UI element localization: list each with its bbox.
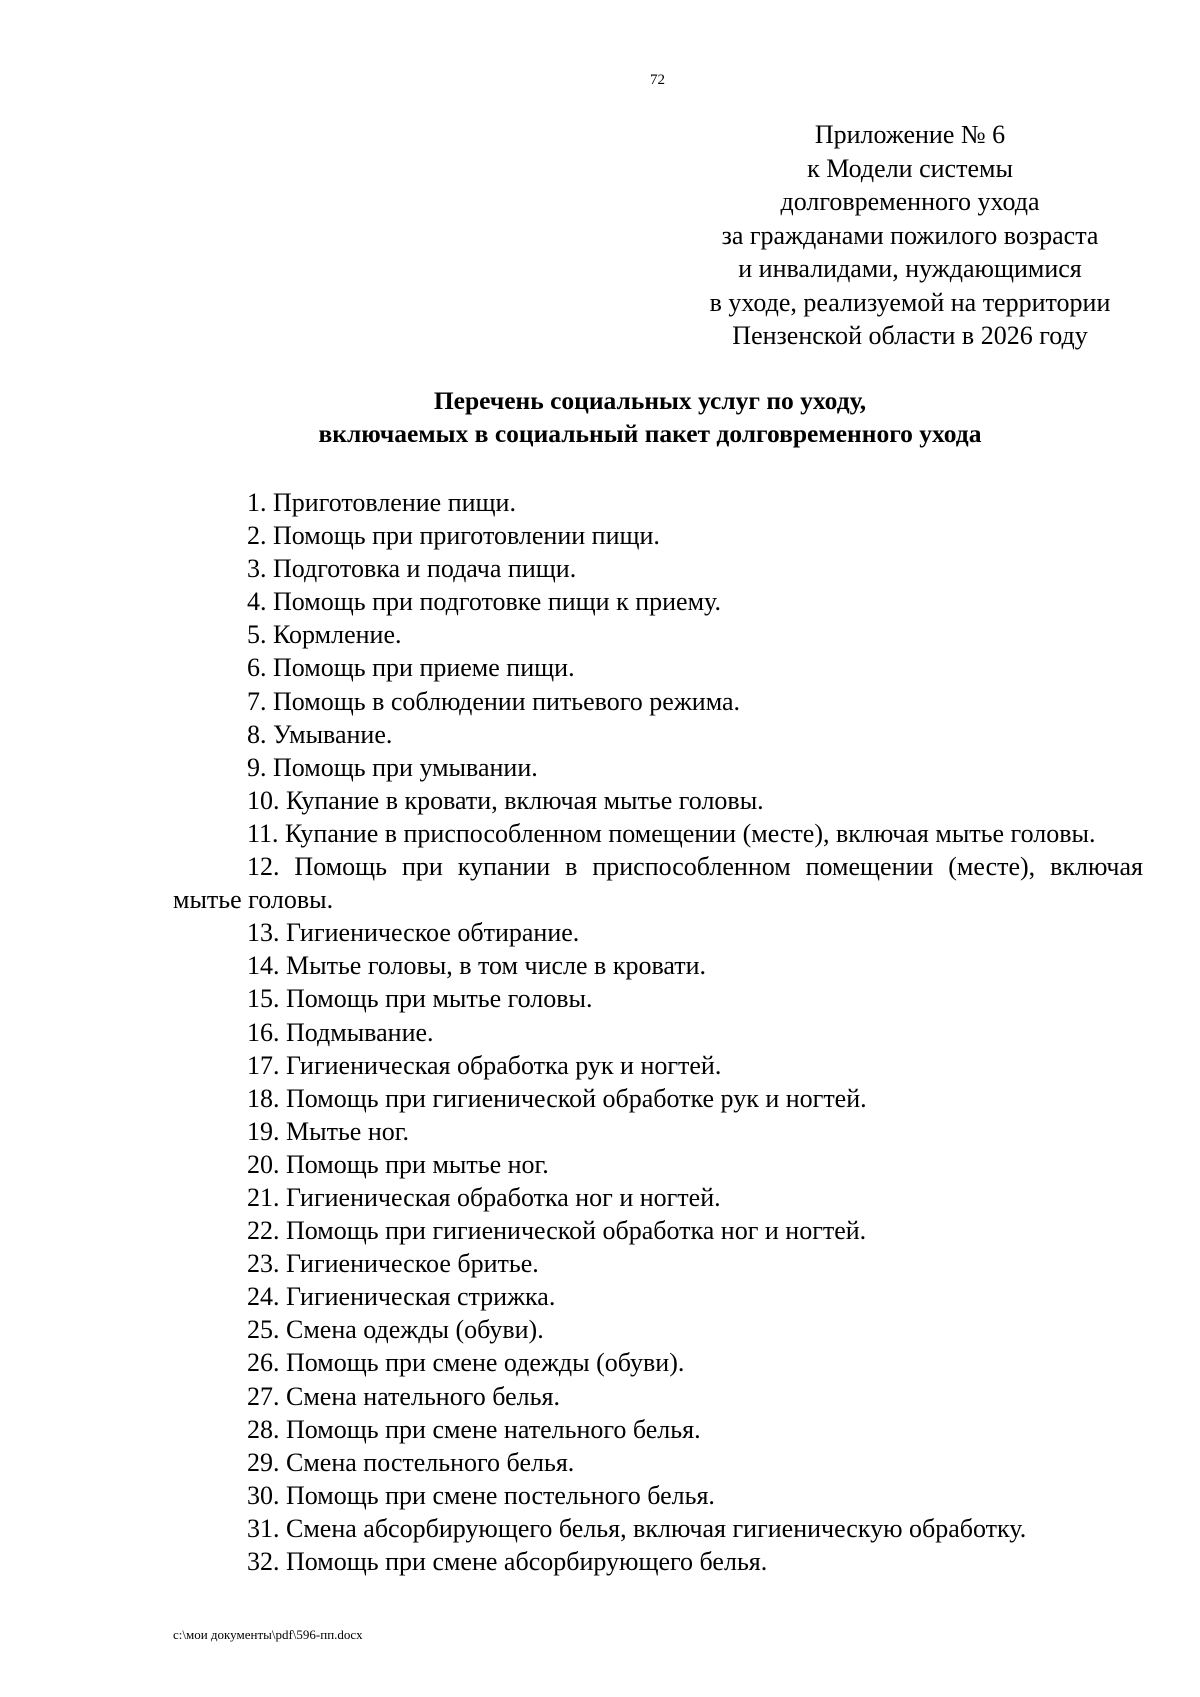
list-item: 7. Помощь в соблюдении питьевого режима. [247,686,741,716]
list-item: 3. Подготовка и подача пищи. [247,554,577,584]
list-item: 22. Помощь при гигиенической обработка ног и ногтей. [247,1216,867,1246]
list-item: 18. Помощь при гигиенической обработке рук и ногтей. [247,1083,867,1113]
page-number: 72 [650,72,665,88]
list-item: 28. Помощь при смене нательного белья. [247,1414,701,1444]
list-item: 11. Купание в приспособленном помещении (месте), включая мытье головы. [247,818,1096,848]
appendix-line: в уходе, реализуемой на территории [709,287,1111,317]
list-item: 24. Гигиеническая стрижка. [247,1282,556,1312]
list-item: 31. Смена абсорбирующего белья, включая гигиеническую обработку. [247,1513,1027,1543]
list-item: 13. Гигиеническое обтирание. [247,918,580,948]
list-item: 16. Подмывание. [247,1017,434,1047]
list-item: 23. Гигиеническое бритье. [247,1249,539,1279]
footer-file-path: c:\мои документы\pdf\596-пп.docx [173,1627,363,1642]
list-item: 15. Помощь при мытье головы. [247,984,593,1014]
list-item: 17. Гигиеническая обработка рук и ногтей. [247,1050,722,1080]
list-item: 2. Помощь при приготовлении пищи. [247,521,660,551]
list-item: 32. Помощь при смене абсорбирующего белья. [247,1547,768,1576]
list-item: 1. Приготовление пищи. [247,488,516,517]
list-item: 4. Помощь при подготовке пищи к приему. [247,587,721,617]
list-item: 5. Кормление. [247,620,402,650]
title-line: Перечень социальных услуг по уходу, [433,386,867,415]
list-item: 9. Помощь при умывании. [247,752,538,782]
list-item: 30. Помощь при смене постельного белья. [247,1480,715,1510]
appendix-line: и инвалидами, нуждающимися [738,254,1082,283]
list-item: 19. Мытье ног. [247,1116,409,1146]
list-item: 6. Помощь при приеме пищи. [247,653,575,683]
document-title [200,384,1100,450]
appendix-line: Пензенской области в 2026 году [732,321,1088,350]
list-item: 14. Мытье головы, в том числе в кровати. [247,951,707,981]
appendix-line: к Модели системы [807,153,1013,183]
list-item: 27. Смена нательного белья. [247,1381,560,1411]
appendix-header [690,118,1130,353]
list-item: 10. Купание в кровати, включая мытье головы. [247,785,764,815]
list-item: 12. Помощь при купании в приспособленном помещении (месте), включая мытье головы. [173,852,1143,915]
list-item: 29. Смена постельного белья. [247,1447,575,1477]
list-item: 26. Помощь при смене одежды (обуви). [247,1348,685,1378]
list-item: 25. Смена одежды (обуви). [247,1315,544,1345]
list-item: 20. Помощь при мытье ног. [247,1149,549,1179]
appendix-line: за гражданами пожилого возраста [721,220,1099,250]
appendix-line: Приложение № 6 [814,120,1006,149]
services-list [173,486,1173,1578]
appendix-line: долговременного ухода [780,187,1040,216]
list-item: 8. Умывание. [247,719,393,749]
title-line: включаемых в социальный пакет долговременного ухода [318,419,982,448]
list-item: 21. Гигиеническая обработка ног и ногтей. [247,1182,721,1212]
